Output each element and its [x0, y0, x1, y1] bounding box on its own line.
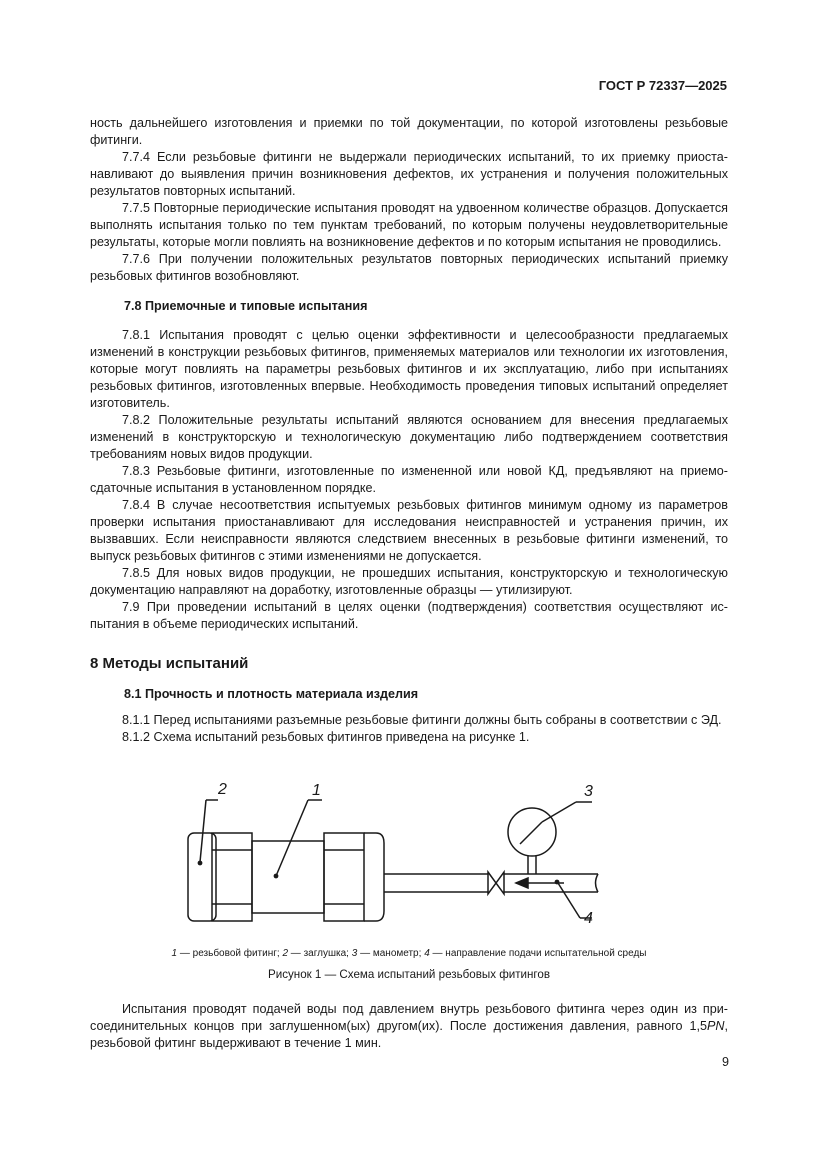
paragraph-8-1-2: 8.1.2 Схема испытаний резьбовых фитингов приведена на рисунке 1.	[122, 730, 530, 744]
paragraph-7-7-5: 7.7.5 Повторные периодические испытания проводят на удвоенном количестве образцов. Допускается выполнять испытания только по тем пунктам требований, по которым получены неудовлетворительные результаты, которые могли повлиять на возникновение дефектов и по которым испытания не проводились.	[90, 201, 728, 249]
paragraph-7-8-5: 7.8.5 Для новых видов продукции, не прошедших испытания, конструкторскую и технологическую документацию направляют на доработку, изготовленные образцы — утилизируют.	[90, 566, 728, 597]
legend-text-4: — направление подачи испытательной среды	[429, 948, 647, 959]
paragraph-7-8-1: 7.8.1 Испытания проводят с целью оценки эффективности и целесообразности предлагаемых изменений в конструкции резьбовых фитингов, применяемых материалов или технологии их изготовления, которые могут повлиять на параметры резьбовых фитингов и их эксплуатацию, либо при испытаниях резьбовых фитингов, изготовленных впервые. Необходимость проведения типовых испытаний определяет изготовитель.	[90, 328, 728, 410]
document-body	[90, 115, 728, 746]
legend-num-3: 3	[351, 948, 358, 959]
legend-text-1: — резьбовой фитинг;	[177, 948, 283, 959]
figure-legend	[90, 948, 728, 959]
right-nut-shape	[324, 833, 364, 921]
pn-symbol: PN	[707, 1019, 725, 1033]
test-scheme-figure	[180, 778, 610, 943]
heading-7-8: 7.8 Приемочные и типовые испытания	[124, 299, 368, 313]
left-nut-shape	[212, 833, 252, 921]
heading-8-1: 8.1 Прочность и плотность материала изделия	[124, 687, 419, 701]
figure-caption: Рисунок 1 — Схема испытаний резьбовых фитингов	[267, 968, 551, 981]
section-heading-8: 8 Методы испытаний	[90, 655, 249, 672]
label-1: 1	[312, 782, 321, 799]
procedure-text-2: , резьбовой фитинг выдерживают в течение 1 мин.	[90, 1019, 728, 1050]
label-2: 2	[218, 781, 227, 798]
paragraph-7-8-4: 7.8.4 В случае несоответствия испытуемых резьбовых фитингов минимум одному из параметров проверки испытания приостанавливают для исследования неисправностей и устранения причин, их вызвавших. Если неисправности являются следствием внесенных в резьбовые фитинги изменений, то выпуск резьбовых фитингов с этими изменениями не допускается.	[90, 498, 728, 563]
document-id: ГОСТ Р 72337—2025	[598, 78, 727, 93]
legend-text-3: — манометр;	[357, 948, 425, 959]
paragraph-7-7-6: 7.7.6 При получении положительных результатов повторных периодических испытаний приемку резьбовых фитингов возобновляют.	[90, 252, 728, 283]
procedure-text-1: Испытания проводят подачей воды под давлением внутрь резьбового фитинга через один из присоединительных концов при заглушенном(ых) другом(их). После достижения давления, равного 1,5	[90, 1002, 728, 1033]
paragraph-7-8-3: 7.8.3 Резьбовые фитинги, изготовленные по измененной или новой КД, предъявляют на приемосдаточные испытания в установленном порядке.	[90, 464, 728, 495]
paragraph-7-8-2: 7.8.2 Положительные результаты испытаний являются основанием для внесения предлагаемых изменений в конструкторскую и технологическую документацию либо подтверждением соответствия требованиям новых видов продукции.	[90, 413, 728, 461]
paragraph: ность дальнейшего изготовления и приемки по той документации, по которой изготовлены резьбовые фитинги.	[90, 116, 728, 147]
fitting-body-shape	[252, 841, 324, 913]
label-3: 3	[584, 783, 593, 800]
legend-text-2: — заглушка;	[288, 948, 352, 959]
paragraph-8-1-1: 8.1.1 Перед испытаниями разъемные резьбовые фитинги должны быть собраны в соответствии с ЭД.	[122, 713, 722, 727]
legend-num-2: 2	[282, 948, 289, 959]
label-4: 4	[584, 910, 593, 927]
page-number: 9	[721, 1055, 729, 1069]
legend-num-1: 1	[171, 948, 178, 959]
legend-num-4: 4	[424, 948, 430, 959]
paragraph-test-procedure	[90, 1001, 728, 1052]
paragraph-7-7-4: 7.7.4 Если резьбовые фитинги не выдержали периодических испытаний, то их приемку приостанавливают до выявления причин возникновения дефектов, их устранения и получения положительных результатов повторных испытаний.	[90, 150, 728, 198]
paragraph-7-9: 7.9 При проведении испытаний в целях оценки (подтверждения) соответствия осуществляют испытания в объеме периодических испытаний.	[90, 600, 728, 631]
